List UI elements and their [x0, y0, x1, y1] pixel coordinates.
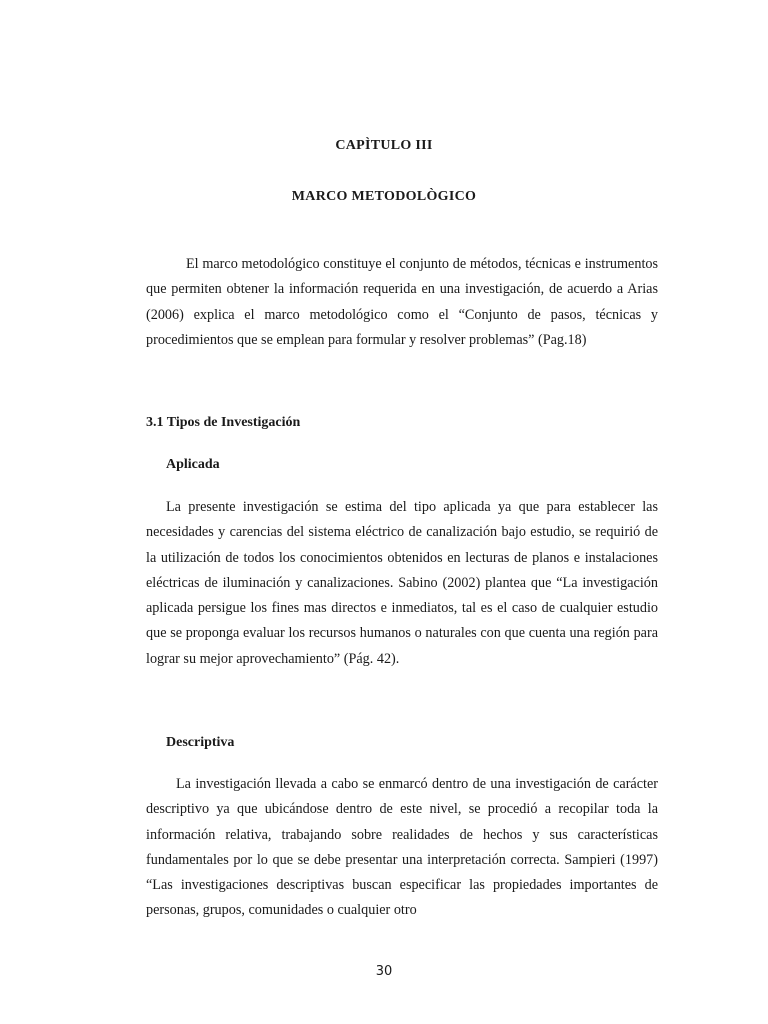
descriptiva-paragraph: La investigación llevada a cabo se enmarcó dentro de una investigación de carácter descriptivo ya que ubicándose dentro de este nivel, se procedió a recopilar toda la información relativa, trabajando sobre realidades de hechos y sus características fundamentales por lo que se debe presentar una interpretación correcta. Sampieri (1997) “Las investigaciones descriptivas buscan especificar las propiedades importantes de personas, grupos, comunidades o cualquier otro	[146, 776, 658, 919]
chapter-title: CAPÌTULO III	[335, 138, 433, 153]
section-title: MARCO METODOLÒGICO	[291, 189, 477, 204]
page-number: 30	[375, 964, 393, 979]
subsection-title: 3.1 Tipos de Investigación	[146, 415, 301, 430]
aplicada-paragraph: La presente investigación se estima del tipo aplicada ya que para establecer las necesidades y carencias del sistema eléctrico de canalización bajo estudio, se requirió de la utilización de todos los conocimientos obtenidos en lecturas de planos e instalaciones eléctricas de iluminación y canalizaciones. Sabino (2002) plantea que “La investigación aplicada persigue los fines mas directos e inmediatos, tal es el caso de cualquier estudio que se proponga evaluar los recursos humanos o naturales con que cuenta una región para lograr su mejor aprovechamiento” (Pág. 42).	[146, 499, 658, 667]
intro-paragraph: El marco metodológico constituye el conjunto de métodos, técnicas e instrumentos que permiten obtener la información requerida en una investigación, de acuerdo a Arias (2006) explica el marco metodológico como el “Conjunto de pasos, técnicas y procedimientos que se emplean para formular y resolver problemas” (Pag.18)	[146, 256, 658, 348]
descriptiva-heading: Descriptiva	[166, 735, 235, 750]
aplicada-heading: Aplicada	[166, 457, 220, 472]
